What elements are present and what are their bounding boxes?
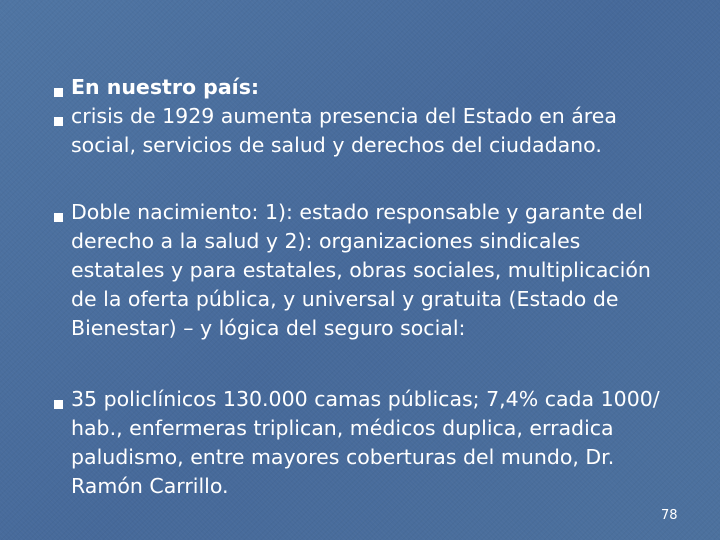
square-bullet-icon xyxy=(54,400,63,409)
bullet-item-crisis xyxy=(71,102,691,160)
bullet-item-policlinicos xyxy=(71,385,691,501)
bullet-line: Bienestar) – y lógica del seguro social: xyxy=(71,316,466,340)
bullet-line: 35 policlínicos 130.000 camas públicas; 7,4% cada 1000/ xyxy=(71,387,660,411)
bullet-line: social, servicios de salud y derechos del ciudadano. xyxy=(71,133,602,157)
bullet-line: estatales y para estatales, obras sociales, multiplicación xyxy=(71,258,651,282)
bullet-line: Doble nacimiento: 1): estado responsable y garante del xyxy=(71,200,643,224)
bullet-line: paludismo, entre mayores coberturas del mundo, Dr. xyxy=(71,445,615,469)
bullet-item-doble-nacimiento xyxy=(71,198,691,343)
bullet-line: En nuestro país: xyxy=(71,75,260,99)
bullet-line: de la oferta pública, y universal y gratuita (Estado de xyxy=(71,287,619,311)
square-bullet-icon xyxy=(54,117,63,126)
page-number: 78 xyxy=(661,508,678,523)
bullet-line: Ramón Carrillo. xyxy=(71,474,229,498)
square-bullet-icon xyxy=(54,88,63,97)
bullet-line: hab., enfermeras triplican, médicos duplica, erradica xyxy=(71,416,614,440)
bullet-item-heading xyxy=(71,73,691,102)
bullet-line: derecho a la salud y 2): organizaciones sindicales xyxy=(71,229,581,253)
bullet-line: crisis de 1929 aumenta presencia del Estado en área xyxy=(71,104,617,128)
square-bullet-icon xyxy=(54,213,63,222)
